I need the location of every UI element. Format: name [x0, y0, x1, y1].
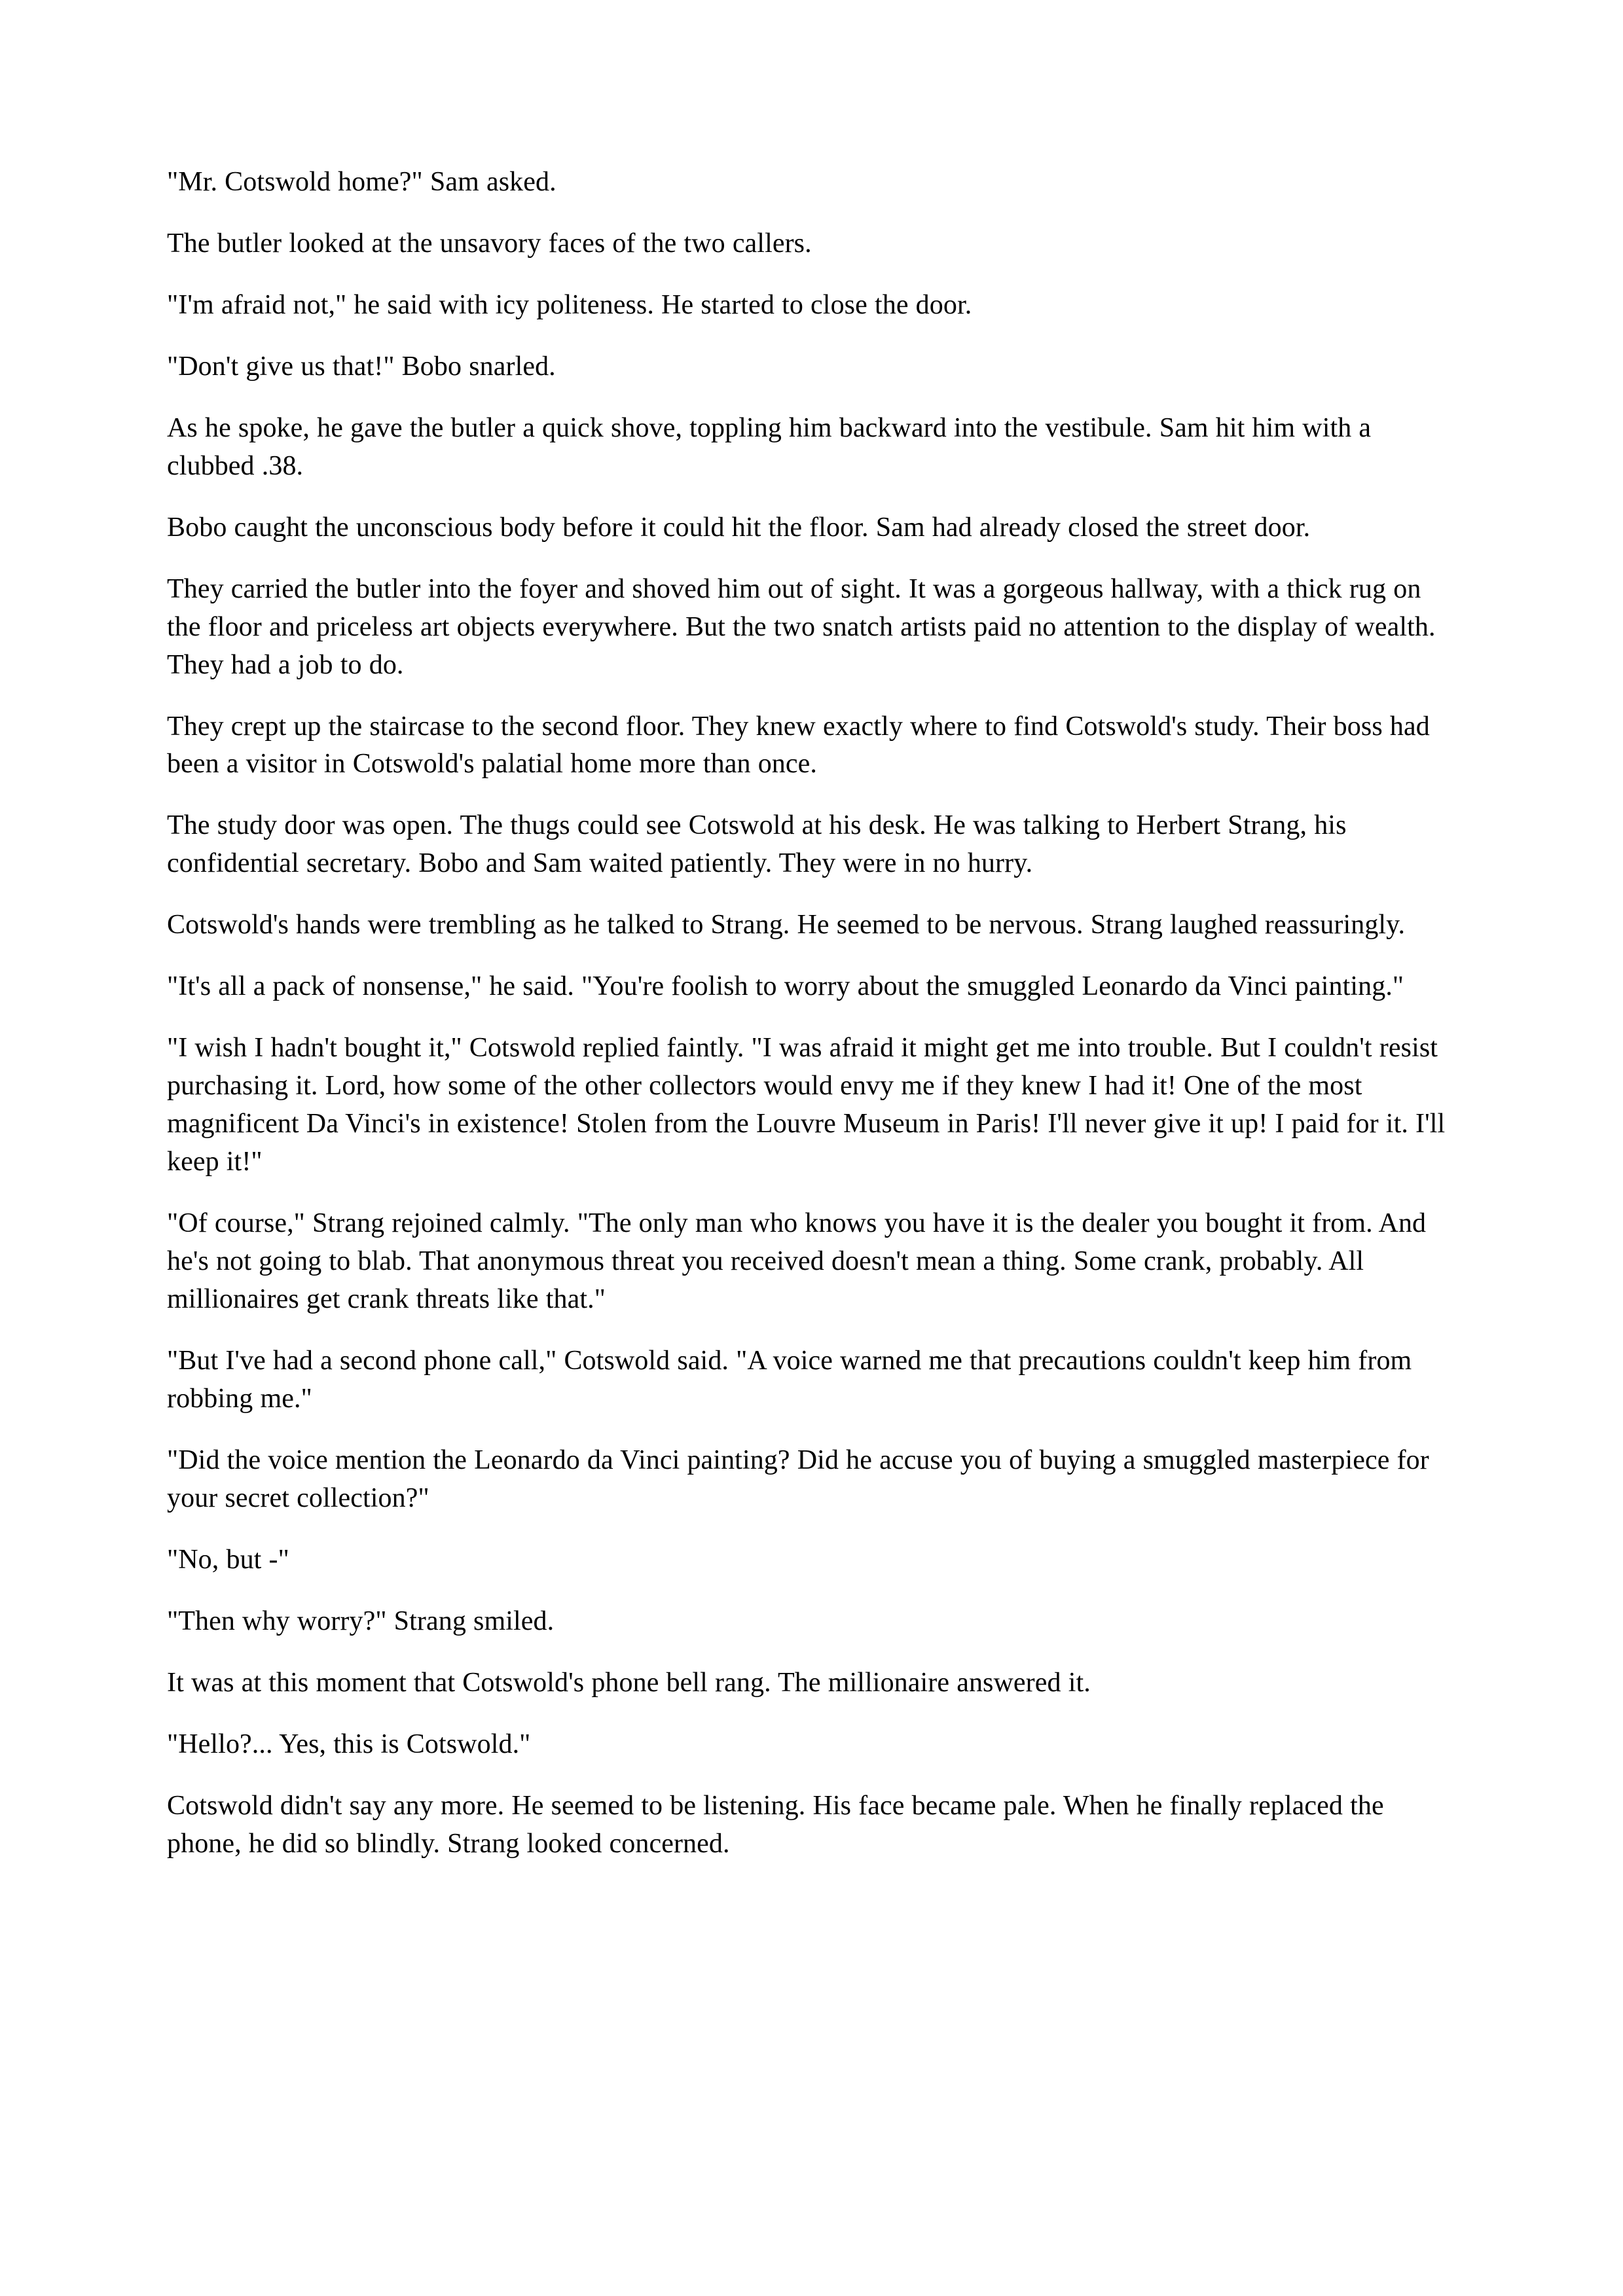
paragraph: "Don't give us that!" Bobo snarled.	[167, 351, 556, 382]
paragraph: The study door was open. The thugs could see Cotswold at his desk. He was talking to Herbert Strang, his confidential secretary. Bobo and Sam waited patiently. They were in no hurry.	[167, 810, 1347, 879]
paragraph: As he spoke, he gave the butler a quick shove, toppling him backward into the vestibule. Sam hit him with a clubbed .38.	[167, 412, 1372, 481]
paragraph: "No, but -"	[167, 1544, 289, 1575]
paragraph: "I'm afraid not," he said with icy politeness. He started to close the door.	[167, 289, 972, 320]
paragraph: "But I've had a second phone call," Cotswold said. "A voice warned me that precautions couldn't keep him from robbing me."	[167, 1345, 1412, 1414]
paragraph: "Hello?... Yes, this is Cotswold."	[167, 1729, 531, 1759]
paragraph: They carried the butler into the foyer and shoved him out of sight. It was a gorgeous hallway, with a thick rug on the floor and priceless art objects everywhere. But the two snatch artists paid no attention to the display of wealth. They had a job to do.	[167, 573, 1436, 680]
paragraph: Cotswold's hands were trembling as he talked to Strang. He seemed to be nervous. Strang laughed reassuringly.	[167, 910, 1406, 941]
paragraph: "Mr. Cotswold home?" Sam asked.	[167, 167, 556, 197]
paragraph: "Then why worry?" Strang smiled.	[167, 1605, 555, 1636]
document-body	[167, 164, 1460, 1863]
paragraph: "Did the voice mention the Leonardo da Vinci painting? Did he accuse you of buying a smuggled masterpiece for your secret collection?"	[167, 1444, 1429, 1513]
paragraph: "I wish I hadn't bought it," Cotswold replied faintly. "I was afraid it might get me into trouble. But I couldn't resist purchasing it. Lord, how some of the other collectors would envy me if they knew I had it! One of the most magnificent Da Vinci's in existence! Stolen from the Louvre Museum in Paris! I'll never give it up! I paid for it. I'll keep it!"	[167, 1033, 1446, 1177]
paragraph: Bobo caught the unconscious body before it could hit the floor. Sam had already closed the street door.	[167, 512, 1311, 543]
paragraph: The butler looked at the unsavory faces of the two callers.	[167, 228, 812, 259]
paragraph: "Of course," Strang rejoined calmly. "The only man who knows you have it is the dealer you bought it from. And he's not going to blab. That anonymous threat you received doesn't mean a thing. Some crank, probably. All millionaires get crank threats like that."	[167, 1208, 1427, 1314]
paragraph: They crept up the staircase to the second floor. They knew exactly where to find Cotswold's study. Their boss had been a visitor in Cotswold's palatial home more than once.	[167, 711, 1430, 780]
paragraph: "It's all a pack of nonsense," he said. "You're foolish to worry about the smuggled Leonardo da Vinci painting."	[167, 971, 1404, 1002]
paragraph: It was at this moment that Cotswold's phone bell rang. The millionaire answered it.	[167, 1667, 1091, 1698]
paragraph: Cotswold didn't say any more. He seemed to be listening. His face became pale. When he finally replaced the phone, he did so blindly. Strang looked concerned.	[167, 1790, 1384, 1859]
